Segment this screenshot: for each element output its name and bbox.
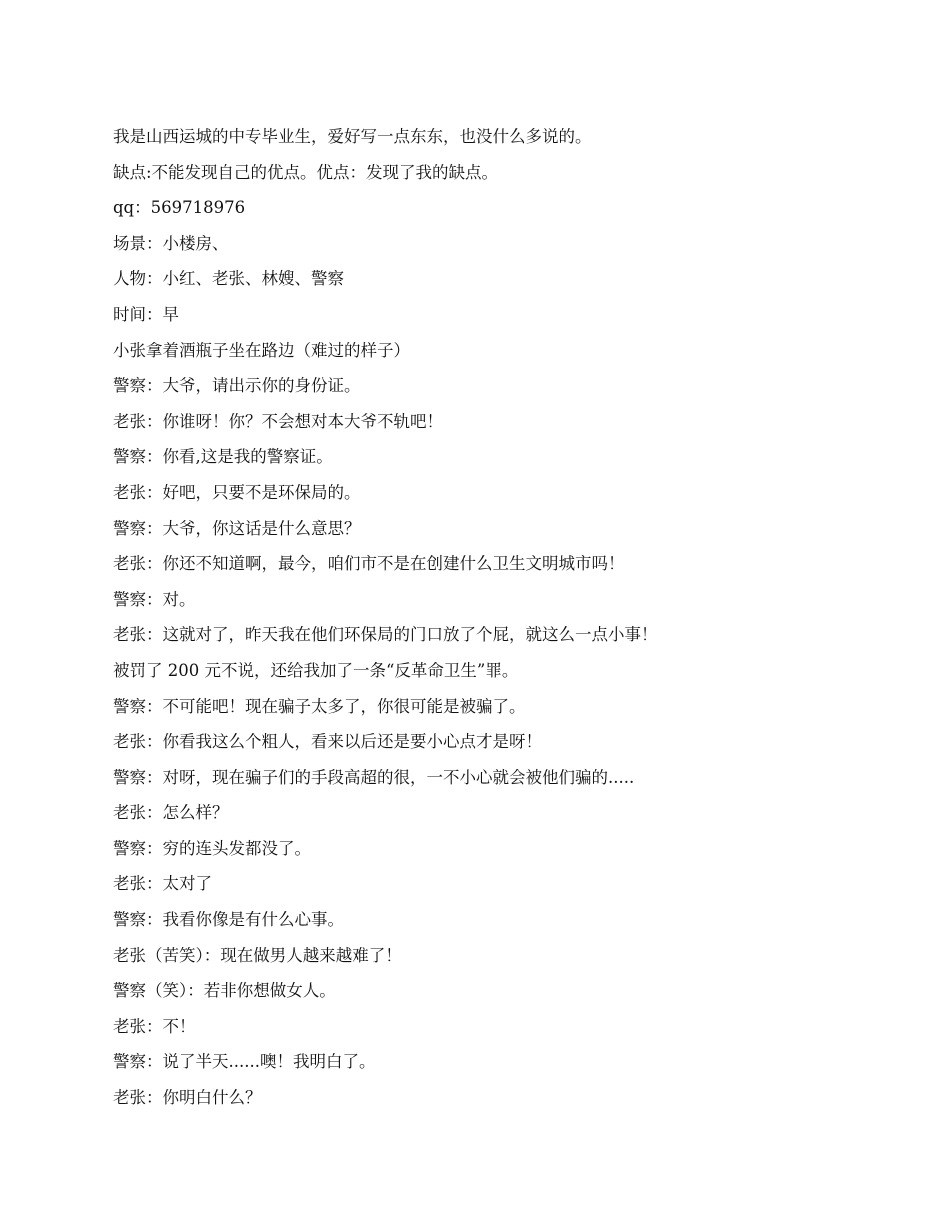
text-line: 被罚了 200 元不说，还给我加了一条“反革命卫生”罪。 bbox=[113, 660, 519, 680]
text-line: 警察（笑）：若非你想做女人。 bbox=[113, 981, 336, 1001]
text-line: 老张：这就对了，昨天我在他们环保局的门口放了个屁，就这么一点小事！ bbox=[113, 625, 658, 645]
text-line: 警察：对呀，现在骗子们的手段高超的很，一不小心就会被他们骗的..... bbox=[113, 767, 635, 787]
document-body bbox=[113, 124, 873, 1121]
text-line: 警察：我看你像是有什么心事。 bbox=[113, 910, 344, 930]
text-line: 警察：大爷，你这话是什么意思？ bbox=[113, 518, 361, 538]
text-line: 老张：好吧，只要不是环保局的。 bbox=[113, 482, 361, 502]
text-line: 老张：你看我这么个粗人，看来以后还是要小心点才是呀！ bbox=[113, 732, 542, 752]
text-line: qq：569718976 bbox=[113, 198, 246, 218]
text-line: 我是山西运城的中专毕业生，爱好写一点东东，也没什么多说的。 bbox=[113, 127, 592, 146]
text-line: 警察：大爷，请出示你的身份证。 bbox=[113, 376, 361, 396]
text-line: 场景：小楼房、 bbox=[113, 233, 229, 253]
text-line: 老张（苦笑）：现在做男人越来越难了！ bbox=[113, 945, 402, 965]
text-line: 老张：你明白什么？ bbox=[113, 1088, 262, 1108]
text-line: 缺点:不能发现自己的优点。优点：发现了我的缺点。 bbox=[113, 162, 499, 182]
text-line: 老张：不！ bbox=[113, 1016, 196, 1036]
text-line: 警察：不可能吧！现在骗子太多了，你很可能是被骗了。 bbox=[113, 696, 526, 716]
text-line: 小张拿着酒瓶子坐在路边（难过的样子） bbox=[113, 340, 410, 360]
text-line: 老张：怎么样？ bbox=[113, 803, 229, 823]
text-line: 警察：你看,这是我的警察证。 bbox=[113, 447, 333, 467]
text-line: 人物：小红、老张、林嫂、警察 bbox=[113, 269, 344, 289]
text-line: 老张：太对了 bbox=[113, 874, 212, 894]
text-line: 警察：穷的连头发都没了。 bbox=[113, 838, 311, 858]
text-line: 时间：早 bbox=[113, 304, 179, 324]
text-line: 老张：你谁呀！你？不会想对本大爷不轨吧！ bbox=[113, 411, 443, 431]
text-line: 警察：对。 bbox=[113, 589, 196, 609]
text-line: 老张：你还不知道啊，最今，咱们市不是在创建什么卫生文明城市吗！ bbox=[113, 554, 625, 574]
text-line: 警察：说了半天......噢！我明白了。 bbox=[113, 1052, 376, 1072]
